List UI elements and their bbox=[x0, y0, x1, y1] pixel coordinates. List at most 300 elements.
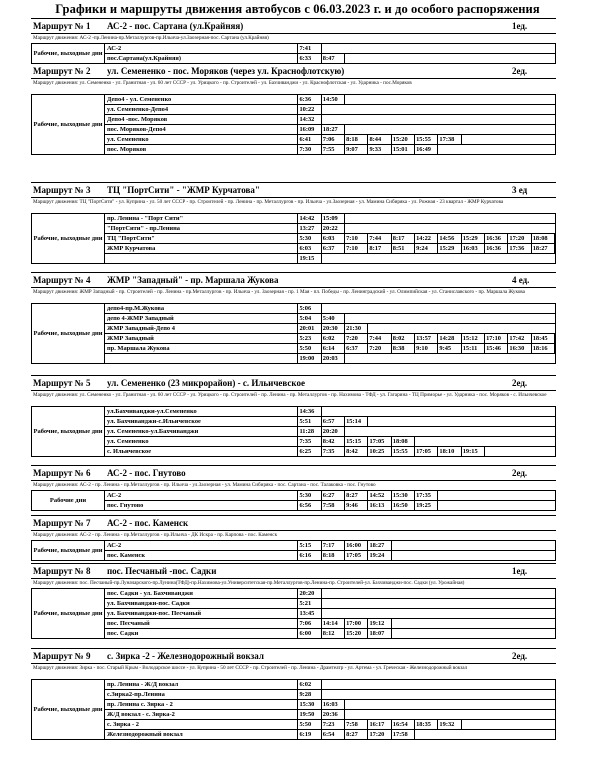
departure-time: 8:27 bbox=[345, 491, 368, 500]
departure-time: 5:30 bbox=[298, 491, 321, 500]
departure-time bbox=[345, 54, 368, 63]
departure-time: 8:18 bbox=[322, 551, 345, 560]
departure-time bbox=[508, 324, 531, 333]
route-name: АС-2 - пос. Каменск bbox=[107, 518, 189, 528]
departure-time bbox=[462, 135, 485, 144]
departure-time bbox=[415, 314, 438, 323]
stop-name: депо4-пр.М.Жукова bbox=[105, 304, 298, 313]
departure-time bbox=[438, 125, 461, 134]
departure-time bbox=[462, 599, 485, 608]
route-number: Маршрут № 5 bbox=[33, 378, 91, 388]
route-bus-count: 2ед. bbox=[512, 378, 528, 388]
departure-time bbox=[368, 254, 391, 263]
departure-time bbox=[392, 690, 415, 699]
table-row bbox=[105, 135, 555, 145]
departure-time bbox=[368, 224, 391, 233]
departure-time bbox=[345, 599, 368, 608]
departure-time bbox=[415, 224, 438, 233]
departure-time bbox=[415, 710, 438, 719]
departure-time: 5:50 bbox=[298, 344, 321, 353]
departure-time bbox=[438, 551, 461, 560]
departure-time bbox=[462, 407, 485, 416]
departure-time bbox=[392, 105, 415, 114]
stop-name: пос.Сартана(ул.Крайняя) bbox=[105, 54, 298, 63]
departure-time bbox=[392, 609, 415, 618]
stop-name: АС-2 bbox=[105, 491, 298, 500]
departure-time bbox=[368, 354, 391, 363]
departure-time: 8:51 bbox=[392, 244, 415, 253]
route-header bbox=[31, 515, 556, 531]
departure-time: 5:51 bbox=[298, 417, 321, 426]
departure-time: 18:10 bbox=[438, 447, 461, 456]
departure-time bbox=[322, 304, 345, 313]
departure-time bbox=[415, 700, 438, 709]
route-bus-count: 2ед. bbox=[512, 651, 528, 661]
route-bus-count: 1ед. bbox=[512, 566, 528, 576]
departure-time bbox=[485, 710, 508, 719]
departure-time: 20:22 bbox=[322, 224, 345, 233]
departure-time bbox=[438, 417, 461, 426]
schedule-table bbox=[31, 213, 556, 264]
departure-time bbox=[392, 44, 415, 53]
schedule-rows bbox=[105, 214, 555, 263]
departure-time: 6:54 bbox=[322, 730, 345, 739]
departure-time bbox=[485, 115, 508, 124]
route-header bbox=[31, 465, 556, 481]
page-title: Графики и маршруты движения автобусов с 06.03.2023 г. и до особого распоряжения bbox=[55, 2, 540, 16]
departure-time: 16:13 bbox=[368, 501, 391, 510]
departure-time bbox=[532, 437, 555, 446]
stop-name: ул. Семененко-Депо4 bbox=[105, 105, 298, 114]
departure-time: 8:12 bbox=[322, 629, 345, 638]
departure-time bbox=[462, 224, 485, 233]
table-row bbox=[105, 234, 555, 244]
departure-time bbox=[485, 135, 508, 144]
table-row bbox=[105, 437, 555, 447]
departure-time bbox=[322, 44, 345, 53]
departure-time bbox=[485, 224, 508, 233]
table-row bbox=[105, 244, 555, 254]
table-row bbox=[105, 447, 555, 456]
table-row bbox=[105, 629, 555, 638]
departure-time: 6:33 bbox=[298, 54, 321, 63]
departure-time bbox=[532, 447, 555, 456]
departure-time: 15:55 bbox=[392, 447, 415, 456]
route-description: Маршрут движения: Зирка - пос. Старый Крым - Володарское шоссе - ул. Куприна - 50 лет СССР - пр. Строителей - пр. Ленина - Драмтеатр - ул. Артема - ул. Греческая - Железнодорожный вокзал bbox=[33, 665, 468, 671]
departure-time: 7:55 bbox=[322, 145, 345, 154]
departure-time bbox=[345, 710, 368, 719]
departure-time bbox=[415, 324, 438, 333]
departure-time bbox=[532, 125, 555, 134]
departure-time bbox=[368, 609, 391, 618]
departure-time bbox=[462, 304, 485, 313]
departure-time bbox=[438, 224, 461, 233]
departure-time bbox=[438, 629, 461, 638]
departure-time bbox=[392, 700, 415, 709]
departure-time bbox=[485, 720, 508, 729]
departure-time: 10:22 bbox=[298, 105, 321, 114]
departure-time bbox=[508, 95, 531, 104]
table-row bbox=[105, 105, 555, 115]
departure-time bbox=[415, 629, 438, 638]
departure-time: 19:24 bbox=[368, 551, 391, 560]
departure-time bbox=[368, 324, 391, 333]
stop-name: пос. Песчаный bbox=[105, 619, 298, 628]
route-description: Маршрут движения: АС-2 -пр.Ленина-пр.Металлургов-пр.Ильича-ул.Заозерная-пос. Сартана (ул.Крайняя) bbox=[33, 35, 269, 41]
departure-time bbox=[438, 730, 461, 739]
departure-time bbox=[462, 541, 485, 550]
departure-time bbox=[485, 54, 508, 63]
departure-time bbox=[532, 710, 555, 719]
departure-time bbox=[438, 619, 461, 628]
departure-time bbox=[485, 700, 508, 709]
departure-time bbox=[532, 629, 555, 638]
departure-time bbox=[508, 541, 531, 550]
departure-time bbox=[508, 447, 531, 456]
departure-time bbox=[508, 354, 531, 363]
departure-time bbox=[345, 125, 368, 134]
departure-time bbox=[345, 314, 368, 323]
departure-time bbox=[415, 214, 438, 223]
departure-time: 6:37 bbox=[345, 344, 368, 353]
stop-name: депо 4-ЖМР Западный bbox=[105, 314, 298, 323]
departure-time bbox=[438, 541, 461, 550]
departure-time: 11:28 bbox=[298, 427, 321, 436]
route-number: Маршрут № 9 bbox=[33, 651, 91, 661]
departure-time bbox=[438, 354, 461, 363]
stop-name: Ж/Д вокзал - с. Зирка-2 bbox=[105, 710, 298, 719]
departure-time: 6:14 bbox=[322, 344, 345, 353]
route-number: Маршрут № 8 bbox=[33, 566, 91, 576]
departure-time: 6:00 bbox=[298, 629, 321, 638]
departure-time bbox=[532, 589, 555, 598]
departure-time bbox=[532, 44, 555, 53]
departure-time bbox=[508, 501, 531, 510]
departure-time bbox=[345, 680, 368, 689]
departure-time bbox=[485, 354, 508, 363]
departure-time bbox=[508, 427, 531, 436]
departure-time: 15:29 bbox=[462, 234, 485, 243]
departure-time bbox=[392, 629, 415, 638]
departure-time: 15:14 bbox=[345, 417, 368, 426]
departure-time bbox=[368, 304, 391, 313]
stop-name: Железнодорожный вокзал bbox=[105, 730, 298, 739]
table-row bbox=[105, 700, 555, 710]
departure-time bbox=[368, 700, 391, 709]
departure-time bbox=[462, 551, 485, 560]
departure-time bbox=[532, 145, 555, 154]
departure-time: 7:06 bbox=[322, 135, 345, 144]
stop-name: ЖМР Курчатова bbox=[105, 244, 298, 253]
route-bus-count: 3 ед bbox=[512, 185, 528, 195]
departure-time: 8:17 bbox=[392, 234, 415, 243]
route-block bbox=[31, 648, 556, 740]
departure-time bbox=[415, 125, 438, 134]
table-row bbox=[105, 354, 555, 363]
route-number: Маршрут № 6 bbox=[33, 468, 91, 478]
route-number: Маршрут № 2 bbox=[33, 66, 91, 76]
stop-name: пр. Ленина с. Зирка - 2 bbox=[105, 700, 298, 709]
route-block bbox=[31, 182, 556, 264]
departure-time bbox=[485, 730, 508, 739]
stop-name bbox=[105, 354, 298, 363]
departure-time bbox=[508, 214, 531, 223]
departure-time: 15:55 bbox=[415, 135, 438, 144]
departure-time: 16:54 bbox=[392, 720, 415, 729]
day-type-label: Рабочие, выходные дни bbox=[32, 44, 105, 63]
departure-time bbox=[532, 224, 555, 233]
departure-time bbox=[508, 437, 531, 446]
departure-time: 14:42 bbox=[298, 214, 321, 223]
departure-time bbox=[345, 214, 368, 223]
departure-time: 5:30 bbox=[298, 234, 321, 243]
departure-time bbox=[438, 145, 461, 154]
departure-time bbox=[345, 224, 368, 233]
departure-time bbox=[508, 690, 531, 699]
departure-time: 17:05 bbox=[415, 447, 438, 456]
departure-time bbox=[462, 44, 485, 53]
route-block bbox=[31, 375, 556, 457]
departure-time bbox=[462, 700, 485, 709]
departure-time bbox=[462, 501, 485, 510]
departure-time bbox=[462, 437, 485, 446]
departure-time bbox=[462, 105, 485, 114]
departure-time bbox=[462, 54, 485, 63]
departure-time bbox=[322, 589, 345, 598]
departure-time: 14:52 bbox=[368, 491, 391, 500]
stop-name: ТЦ "ПортСити" bbox=[105, 234, 298, 243]
departure-time bbox=[508, 609, 531, 618]
departure-time bbox=[532, 254, 555, 263]
departure-time bbox=[485, 125, 508, 134]
departure-time: 17:05 bbox=[368, 437, 391, 446]
departure-time: 9:46 bbox=[345, 501, 368, 510]
route-header bbox=[31, 375, 556, 391]
departure-time: 17:42 bbox=[508, 334, 531, 343]
departure-time bbox=[415, 95, 438, 104]
departure-time bbox=[532, 105, 555, 114]
departure-time bbox=[438, 254, 461, 263]
departure-time bbox=[532, 417, 555, 426]
departure-time bbox=[462, 720, 485, 729]
departure-time: 14:56 bbox=[438, 234, 461, 243]
departure-time: 5:15 bbox=[298, 541, 321, 550]
departure-time: 6:27 bbox=[322, 491, 345, 500]
departure-time bbox=[392, 54, 415, 63]
departure-time: 17:05 bbox=[345, 551, 368, 560]
departure-time bbox=[462, 125, 485, 134]
departure-time bbox=[368, 314, 391, 323]
departure-time bbox=[438, 105, 461, 114]
table-row bbox=[105, 125, 555, 135]
departure-time bbox=[508, 730, 531, 739]
departure-time: 9:45 bbox=[438, 344, 461, 353]
stop-name: ул. Бахчиванджи-пос. Садки bbox=[105, 599, 298, 608]
departure-time: 17:10 bbox=[485, 334, 508, 343]
departure-time bbox=[532, 314, 555, 323]
departure-time bbox=[532, 599, 555, 608]
departure-time bbox=[415, 437, 438, 446]
departure-time: 7:10 bbox=[345, 244, 368, 253]
schedule-table bbox=[31, 406, 556, 457]
departure-time bbox=[532, 95, 555, 104]
departure-time: 18:27 bbox=[532, 244, 555, 253]
table-row bbox=[105, 427, 555, 437]
departure-time bbox=[415, 304, 438, 313]
departure-time bbox=[485, 589, 508, 598]
departure-time bbox=[462, 145, 485, 154]
route-header bbox=[31, 272, 556, 288]
departure-time: 15:30 bbox=[298, 700, 321, 709]
schedule-rows bbox=[105, 680, 555, 739]
departure-time: 10:25 bbox=[368, 447, 391, 456]
departure-time bbox=[508, 105, 531, 114]
departure-time: 6:37 bbox=[322, 244, 345, 253]
departure-time: 14:22 bbox=[415, 234, 438, 243]
departure-time: 7:17 bbox=[322, 541, 345, 550]
departure-time: 7:10 bbox=[345, 234, 368, 243]
departure-time: 17:35 bbox=[415, 491, 438, 500]
departure-time: 17:20 bbox=[508, 234, 531, 243]
departure-time bbox=[485, 145, 508, 154]
departure-time bbox=[438, 680, 461, 689]
departure-time bbox=[508, 407, 531, 416]
departure-time bbox=[532, 720, 555, 729]
departure-time bbox=[368, 105, 391, 114]
departure-time: 5:06 bbox=[298, 304, 321, 313]
departure-time bbox=[508, 224, 531, 233]
departure-time bbox=[345, 700, 368, 709]
day-type-label: Рабочие, выходные дни bbox=[32, 214, 105, 263]
departure-time bbox=[322, 407, 345, 416]
departure-time bbox=[532, 491, 555, 500]
day-type-label: Рабочие, выходные дни bbox=[32, 589, 105, 638]
table-row bbox=[105, 690, 555, 700]
route-block bbox=[31, 563, 556, 639]
schedule-rows bbox=[105, 95, 555, 154]
departure-time bbox=[345, 609, 368, 618]
departure-time bbox=[508, 417, 531, 426]
table-row bbox=[105, 214, 555, 224]
departure-time bbox=[392, 680, 415, 689]
departure-time bbox=[345, 589, 368, 598]
departure-time: 15:09 bbox=[322, 214, 345, 223]
departure-time bbox=[508, 135, 531, 144]
departure-time bbox=[508, 145, 531, 154]
departure-time: 8:44 bbox=[368, 135, 391, 144]
departure-time bbox=[508, 254, 531, 263]
table-row bbox=[105, 720, 555, 730]
departure-time: 15:12 bbox=[462, 334, 485, 343]
departure-time bbox=[508, 720, 531, 729]
departure-time bbox=[485, 491, 508, 500]
departure-time: 20:03 bbox=[322, 354, 345, 363]
departure-time: 19:15 bbox=[462, 447, 485, 456]
departure-time: 15:20 bbox=[392, 135, 415, 144]
route-name: с. Зирка -2 - Железнодорожный вокзал bbox=[107, 651, 264, 661]
departure-time bbox=[415, 730, 438, 739]
departure-time: 16:09 bbox=[298, 125, 321, 134]
table-row bbox=[105, 344, 555, 354]
departure-time: 9:10 bbox=[415, 344, 438, 353]
table-row bbox=[105, 54, 555, 63]
departure-time bbox=[462, 115, 485, 124]
departure-time: 13:57 bbox=[415, 334, 438, 343]
departure-time bbox=[485, 417, 508, 426]
schedule-rows bbox=[105, 589, 555, 638]
departure-time bbox=[485, 447, 508, 456]
table-row bbox=[105, 599, 555, 609]
stop-name: АС-2 bbox=[105, 541, 298, 550]
departure-time: 15:11 bbox=[462, 344, 485, 353]
departure-time: 8:02 bbox=[392, 334, 415, 343]
departure-time bbox=[508, 54, 531, 63]
stop-name: пос. Моряков-Депо4 bbox=[105, 125, 298, 134]
departure-time bbox=[508, 314, 531, 323]
route-header bbox=[31, 648, 556, 664]
departure-time bbox=[532, 551, 555, 560]
departure-time bbox=[462, 710, 485, 719]
stop-name: Депо4 - ул. Семененко bbox=[105, 95, 298, 104]
departure-time bbox=[532, 324, 555, 333]
day-type-label: Рабочие, выходные дни bbox=[32, 680, 105, 739]
table-row bbox=[105, 501, 555, 510]
day-type-label: Рабочие, выходные дни bbox=[32, 95, 105, 154]
departure-time bbox=[508, 619, 531, 628]
departure-time: 5:40 bbox=[322, 314, 345, 323]
departure-time bbox=[485, 680, 508, 689]
table-row bbox=[105, 254, 555, 263]
departure-time bbox=[485, 619, 508, 628]
departure-time bbox=[345, 354, 368, 363]
route-name: ЖМР "Западный" - пр. Маршала Жукова bbox=[107, 275, 279, 285]
departure-time: 15:01 bbox=[392, 145, 415, 154]
departure-time: 7:20 bbox=[345, 334, 368, 343]
departure-time bbox=[532, 541, 555, 550]
departure-time: 5:21 bbox=[298, 599, 321, 608]
table-row bbox=[105, 224, 555, 234]
stop-name: ул. Семененко bbox=[105, 135, 298, 144]
departure-time: 18:35 bbox=[415, 720, 438, 729]
route-number: Маршрут № 1 bbox=[33, 21, 91, 31]
schedule-rows bbox=[105, 541, 555, 560]
departure-time bbox=[392, 599, 415, 608]
departure-time bbox=[438, 427, 461, 436]
departure-time bbox=[392, 125, 415, 134]
departure-time bbox=[438, 437, 461, 446]
departure-time bbox=[368, 690, 391, 699]
departure-time bbox=[462, 354, 485, 363]
departure-time bbox=[392, 541, 415, 550]
departure-time bbox=[532, 354, 555, 363]
stop-name: АС-2 bbox=[105, 44, 298, 53]
route-number: Маршрут № 4 bbox=[33, 275, 91, 285]
departure-time bbox=[415, 254, 438, 263]
departure-time bbox=[438, 599, 461, 608]
stop-name: пос. Моряков bbox=[105, 145, 298, 154]
schedule-table bbox=[31, 94, 556, 155]
stop-name: пос. Каменск bbox=[105, 551, 298, 560]
departure-time bbox=[462, 680, 485, 689]
route-description: Маршрут движения: ЖМР Западный - пр. Строителей - пр. Ленина - пр.Металлургов - пр. Ильича - ул. Заозерная - пр. 1 Мая - пл. Победы - пр. Ленинградский - ул. Олимпийская - ул. Станиславского - пр. Маршала Жукова bbox=[33, 289, 525, 295]
departure-time bbox=[508, 491, 531, 500]
departure-time: 14:50 bbox=[322, 95, 345, 104]
departure-time bbox=[368, 407, 391, 416]
departure-time bbox=[462, 324, 485, 333]
departure-time: 8:42 bbox=[322, 437, 345, 446]
departure-time bbox=[532, 214, 555, 223]
departure-time bbox=[392, 324, 415, 333]
